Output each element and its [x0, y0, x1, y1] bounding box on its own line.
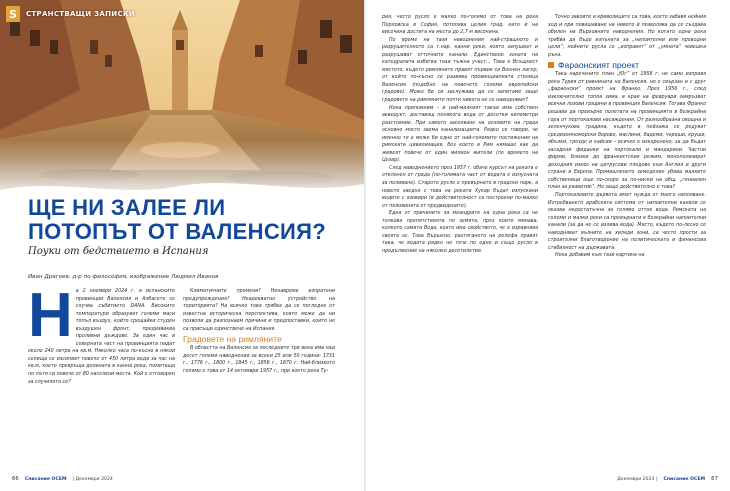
left-column-2 — [183, 288, 335, 375]
article-headline — [28, 196, 358, 244]
magazine-name: Списание ОСЕМ — [24, 476, 67, 482]
photo-illustration — [0, 0, 364, 200]
section-tag — [6, 6, 135, 22]
right-column-1 — [382, 14, 538, 256]
square-bullet-icon — [548, 62, 554, 68]
magazine-name: Списание ОСЕМ — [663, 476, 706, 482]
headline-line-1: ЩЕ НИ ЗАЛЕЕ ЛИ — [28, 195, 226, 220]
paragraph: Една от причините за меандрите на една река са не толкова препятствията по земята, през които минава, колкото самата Вода, която има свойството, че е изравнява своята ос. Това Вършене, разтягането на релефа правят така, че водата рядко не тече по едно и също русло в продължение на няколко десетилетия. — [382, 210, 538, 254]
article-byline: Иван Драгоев, д-р по философия, изображение Людмил Иванов — [28, 274, 219, 280]
paragraph: Климатичните промени? Ненавреме изпратени предупреждения? Неадекватно устройство на територията? На всичко това трябва да се погледне от известна историческа перспектива, която може да ни позволи да разпознаем причини и предпоставки, които не са присъщи единствено на Испания. — [183, 288, 335, 332]
paragraph: Точно завоите и криволиците са това, което забавя нейния ход и при повишаване на нивото ѝ позволява да се създава обилен на Върховните наводнения. Но когато една река трябва да бъде изпъната за „напоителни или преводни цели“, нейните русла се „изправят“ от „умната“ човешка ръка. — [548, 14, 706, 58]
left-column-1 — [28, 281, 175, 386]
article-subhead: Поуки от бедствието в Испания — [28, 246, 209, 257]
paragraph: На 2 ноември 2024 г. в испанските провинции Валенсия и Албасете се случва събитието DANA. Високите температури образуват големи маси топъл въздух, който срещайки студен въздушен фронт, предизвиква проливни дъждове. За един час в северната част на провинцията падат около 240 литра на кв.м. Няколко часа по-късно в някои селища се изсипват повече от 450 литра вода за час на кв.м, което превръща долината в канна река, помитаща по пътя си повече от 80 населени места. Кой е отговорен за случилото се? — [28, 281, 175, 385]
paragraph: След наводнението през 1957 г. обаче курсът на реката е отклонен от града (по-голямата част от водата е изпусната за поливане). Старото русло е превърнато в градски парк, а новото заедно с това на реката Хукар бъдат изпускани водите с язовири (в действителност са построени по-малко от половината от предвидените). — [382, 164, 538, 209]
right-page — [366, 0, 730, 491]
paragraph: Така наречените план „Юг“ от 1958 г. не само изправя река Турия от равнината на Валенсия, но е свързан и с друг „фараонски“ проект на Франко. През 1956 г., след изключително топла зима, в края на февруари замръзват всички лозови градини в провинция Валенсия. Тогава Франко решава да превърне полетата на провинцията в безкрайна гора от портокалови насаждения. От разнообразна овощна и зеленчукова градина, където в пейзажа се редуват средиземноморски борове, маслини, бадеми, череши, круши, ябълки, грозде и кайсии – всичко е изкоренено, за да бъдат засадени фиданки на портокали и мандарини. Частни фирми, близки до франкистския режим, монополизират доходния износ на цитрусови плодове към Англия и други страни в Европа. Промишленото земеделие убива малките собственици още по-скоро за по-ниски на общ. „гениален план за развитие“. Но защо действително е това? — [548, 71, 706, 191]
section-label: СТРАНСТВАЩИ ЗАПИСКИ — [26, 10, 136, 18]
issue-date: | Декември 2024 — [72, 476, 113, 482]
footer-right — [617, 476, 718, 482]
section-subtitle: Градовете на римляните — [183, 334, 282, 345]
footer-left — [12, 476, 113, 482]
drop-cap: Н — [28, 281, 73, 350]
paragraph: рия, често русло е малко по-голямо от това на река Перловска в София, потопява целия град, като ѝ на височина достига на места до 2,7 м височина. — [382, 14, 538, 36]
section-subtitle: Фараонският проект — [548, 59, 706, 71]
section-logo-icon: S — [6, 6, 20, 22]
paragraph: Нека припомним – и най-малкият такъв има собствен акведукт, доставящ понякога вода от десетки километри разстояние. При самото заселване на основите на града основно място заема канализацията. Рядко се говори, че именно тя е може би едно от най-големите постижения на римската цивилизация, без което в Рим нямаше как да живеят повече от един милион жители (по времето на Цезар). — [382, 104, 538, 164]
paragraph: По време на тази наводнения най-страшното и разрушителното са т.нар. канни реки, които запушват и разрушават отточните канали. Единствено зоната на катедралата избягва тази тъжна участ... Това е Всъщност мястото, където римляните правят първия си Военен лагер, от който по-късно се развива провинциалната столица Валенсия (подобно на повечето големи европейски градове). Може би си заслужава да се запитаме защо градовете на римляните почти никога не се наводняват? — [382, 36, 538, 104]
headline-line-2: ПОТОПЪТ ОТ ВАЛЕНСИЯ? — [28, 219, 326, 244]
flooded-street-photo — [0, 0, 364, 200]
paragraph: Нека добавим към тази картина на — [555, 252, 645, 259]
left-page — [0, 0, 364, 491]
page-number: 66 — [12, 476, 19, 482]
page-number: 67 — [711, 476, 718, 482]
paragraph: В областта на Валенсия за последните три века има над десет големи наводнения за всеки 25 или 50 години: 1731 г., 1776 г., 1800 г., 1845 г., 1856 г., 1870 г. Най-близкото голямо е това от 14 октомври 1957 г., при което река Ту- — [183, 345, 335, 374]
issue-date: Декември 2024 | — [617, 476, 658, 482]
right-column-2 — [548, 14, 706, 260]
paragraph: Портокаловите дървета имат нужда от много напояване. Изтребването арабската система от напоителни канали се оказва недостатъчна за голямо отток вода. Римската на големи и малки реки са превърнати в безкрайни напоителни канали (за да не се излива вода). Място, където по-лесно се наводняват вълните на хиляди зони, са често прости за строителни благотворение на политическата и финансова стабилност на държавата. — [548, 192, 706, 251]
